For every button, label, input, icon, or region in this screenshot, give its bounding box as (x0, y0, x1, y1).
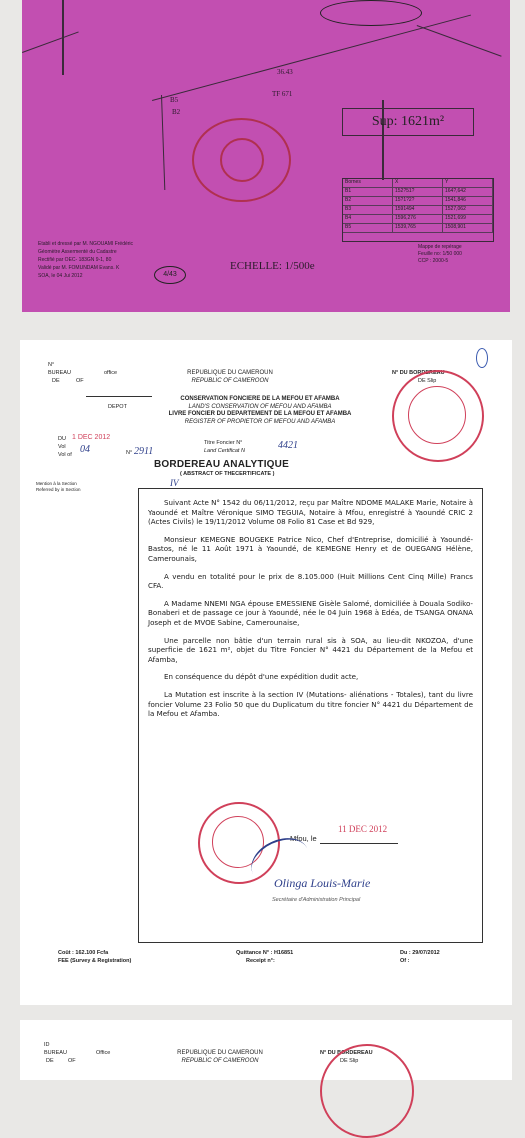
mention-label: Mention à la Section (36, 481, 77, 486)
borne-label: B5 (170, 96, 179, 104)
bordereau-document (20, 340, 512, 1005)
table-row: Bornes X Y (343, 179, 493, 188)
of-label: OF (76, 378, 84, 384)
republic-label: REPUBLIC OF CAMEROON (181, 1057, 259, 1064)
no-bordereau-label: N° DU BORDEREAU (320, 1050, 373, 1056)
cout-label: Coût : 162.100 Fcfa (58, 950, 109, 956)
bureau-label: BUREAU (48, 370, 71, 376)
paragraph: Une parcelle non bâtie d'un terrain rural sis à SOA, au lieu-dit NKOZOA, d'une superficie de 1621 m², objet du Titre Foncier N° 4421 du Département de la Mefou et Afamba, (148, 635, 473, 664)
surface-label: Sup: 1621m² (342, 108, 474, 136)
quittance-label: Quittance N° : H16851 (236, 950, 294, 956)
no-label: N° (126, 450, 133, 456)
titre-foncier-label: Titre Foncier N° (204, 440, 243, 446)
official-stamp (392, 370, 484, 462)
paragraph: En conséquence du dépôt d'une expédition dudit acte, (164, 672, 359, 682)
fee-label: FEE (Survey & Registration) (58, 958, 132, 964)
table-row: B2 15?1?2? 1541,846 (343, 197, 493, 206)
de-label: DE (46, 1058, 54, 1064)
register-label: REGISTER OF PROPIETOR OF MEFOU AND AFAMBA (184, 418, 336, 425)
scale-label: ECHELLE: 1/500e (230, 260, 315, 272)
office-label: Office (96, 1050, 111, 1056)
document-subtitle: ( ABSTRACT OF THECERTIFICATE ) (180, 471, 275, 477)
table-row: B3 1591494 1527,062 (343, 206, 493, 215)
of-date-label: Of : (400, 958, 410, 964)
tf-label: TF 671 (272, 90, 293, 98)
deed-text (148, 498, 473, 727)
republique-label: REPUBLIQUE DU CAMEROUN (177, 1050, 263, 1056)
depot-label: DEPOT (108, 404, 127, 410)
land-certificat-label: Land Certificat N (204, 448, 245, 454)
circled-mark (320, 0, 422, 26)
de-slip-label: DE Slip (418, 378, 437, 384)
id-label: ID (44, 1042, 50, 1048)
paragraph: A vendu en totalité pour le prix de 8.105.000 (Huit Millions Cent Cinq Mille) Francs CFA. (148, 571, 473, 591)
vol-handwritten: 04 (80, 444, 90, 455)
receipt-label: Receipt n°: (246, 958, 275, 964)
n-handwritten: 2911 (134, 446, 154, 457)
office-label: office (104, 370, 118, 376)
next-document-page (20, 1020, 512, 1080)
no-label: N° (48, 362, 55, 368)
referred-label: Referred by in Section (36, 487, 81, 492)
lands-label: LAND'S CONSERVATION OF MEFOU AND AFAMBA (188, 403, 332, 410)
paragraph: A Madame NNEMI NGA épouse EMESSIENE Gisèle Salomé, domiciliée à Douala Sodiko-Bonaberi et de passage ce jour à Yaoundé, née le 04 Juin 1968 à Edéa, de TSANGA ONANA Joseph et de MVOE Sabine, Camerounaise, (148, 598, 473, 627)
mfou-label: Mfou, le (290, 834, 317, 843)
of-label: OF (68, 1058, 76, 1064)
cadastral-plan-image (22, 0, 510, 312)
tf-handwritten: 4421 (278, 440, 298, 451)
section-handwritten: IV (170, 478, 179, 488)
circled-number: 4/43 (154, 266, 186, 284)
table-row: B1 152?51? 164?,642 (343, 188, 493, 197)
document-title: BORDEREAU ANALYTIQUE (154, 459, 289, 470)
borne-label: B2 (172, 108, 181, 116)
distance-label: 36.43 (277, 68, 293, 76)
de-label: DE (52, 378, 60, 384)
du-label: DU (58, 436, 66, 442)
paragraph: La Mutation est inscrite à la section IV (Mutations- aliénations - Totales), tant du livre foncier Volume 23 Folio 50 que du Duplicatum du titre foncier N° 4421 du Département de la Mefou et Afamba. (148, 689, 473, 719)
date-stamp: 1 DEC 2012 (72, 434, 111, 441)
paragraph: Suivant Acte N° 1542 du 06/11/2012, reçu par Maître NDOME MALAKE Marie, Notaire à Yaoundé et Maître Véronique SIMO TEGUIA, Notaire à Mfou, enregistré à Yaoundé CRIC 2 (Actes Civils) le 19/11/2012 Volume 08 Folio 81 Case et Bd 929, (148, 498, 473, 527)
paragraph: Monsieur KEMEGNE BOUGEKE Patrice Nico, Chef d'Entreprise, domicilié à Yaoundé-Bastos, né le 11 Août 1971 à Yaoundé, de KEMEGNE Henry et de OUEGANG Hélène, Camerounais, (148, 534, 473, 563)
no-bordereau-label: N° DU BORDEREAU (392, 370, 445, 376)
signatory-name: Olinga Louis-Marie (274, 876, 371, 890)
republic-label: REPUBLIC OF CAMEROON (191, 377, 269, 384)
du-date-label: Du : 29/07/2012 (400, 950, 440, 956)
mfou-date-stamp: 11 DEC 2012 (338, 824, 388, 834)
de-slip-label: DE Slip (340, 1058, 359, 1064)
map-reference: Mappe de repérage Feuille no: 1/50 000 CCP : 2000-5 (418, 244, 462, 264)
vol-of-label: Vol of (58, 452, 72, 458)
handwritten-mark (476, 348, 488, 368)
signatory-title: Secrétaire d'Administration Principal (272, 897, 361, 903)
republique-label: REPUBLIQUE DU CAMEROUN (187, 370, 273, 376)
official-stamp (192, 118, 291, 202)
vol-label: Vol (58, 444, 66, 450)
surveyor-notes: Etabli et dressé par M. NGOUAMI Frédéric Géomètre Assermenté du Cadastre Rectifié par OEC- 183GN 9-1, 80 Validé par M. FOMUNDAM Evans. K SOA, le 04 Jui 2012 (38, 241, 134, 279)
coordinates-table (342, 178, 494, 242)
table-row: B4 1596,276 1521,699 (343, 215, 493, 224)
conservation-label: CONSERVATION FONCIERE DE LA MEFOU ET AFAMBA (180, 396, 340, 402)
official-stamp (320, 1044, 414, 1138)
table-row: B5 1539,765 1508,901 (343, 224, 493, 233)
bureau-label: BUREAU (44, 1050, 67, 1056)
livre-label: LIVRE FONCIER DU DEPARTEMENT DE LA MEFOU ET AFAMBA (168, 411, 352, 417)
